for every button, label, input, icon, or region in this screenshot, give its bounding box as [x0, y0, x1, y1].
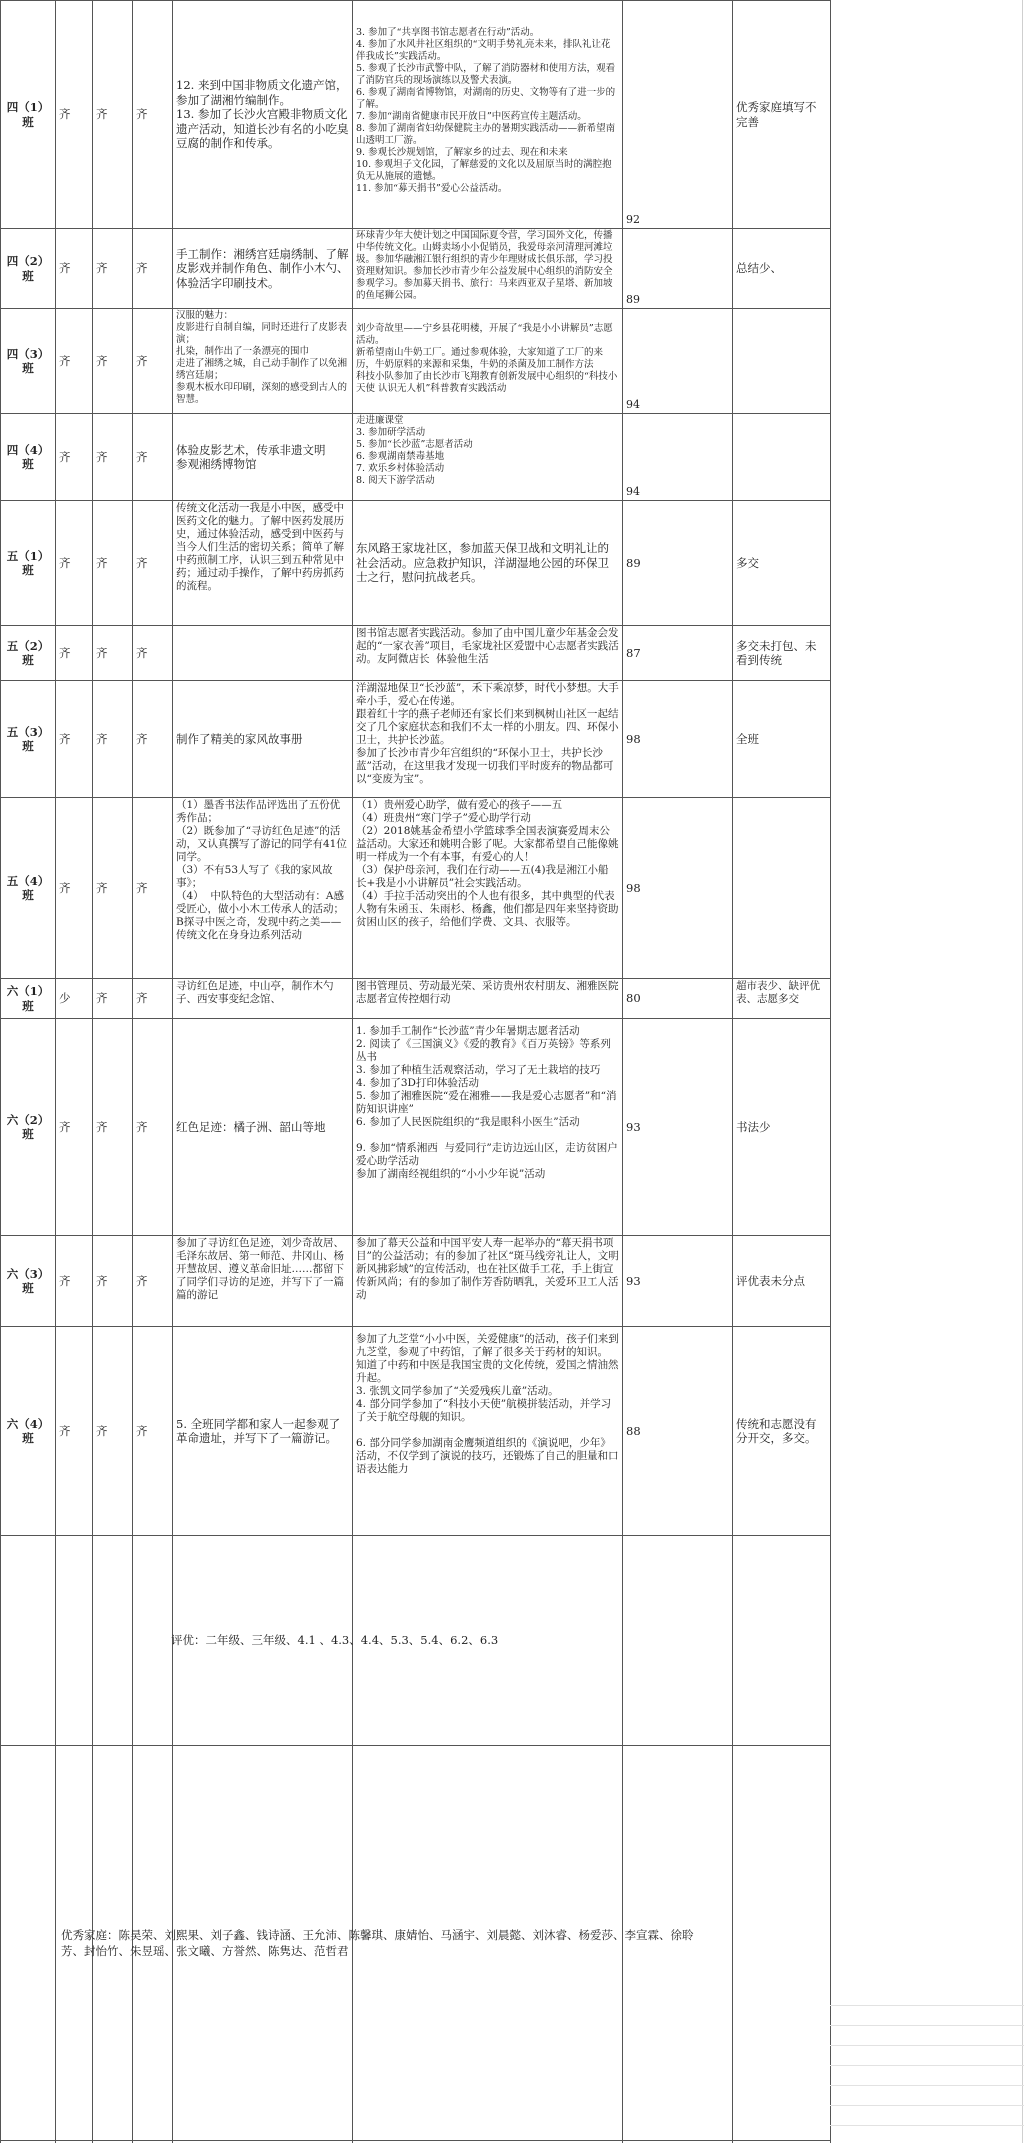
score-cell: [623, 626, 732, 680]
class-name: 五（4） 班: [6, 873, 50, 902]
item-status: 齐: [136, 107, 148, 122]
item-status: 齐: [59, 353, 71, 368]
comment-text: 传统和志愿没有分开交，多交。: [736, 1416, 817, 1445]
activity-cell: [173, 626, 352, 680]
score-text: 89: [626, 555, 641, 570]
item-status: 齐: [136, 449, 148, 464]
practice-cell: 环球青少年大使计划之中国国际夏令营，学习国外文化，传播中华传统文化。山姆卖场小小促销员，我爱母亲河清理河滩垃圾。参加华融湘江银行组织的青少年理财成长俱乐部，学习投资理财知识。参加长沙市青少年公益发展中心组织的消防安全参观学习。参加募天捐书、旅行：马来西亚双子星塔、新加坡的鱼尾狮公园。: [356, 230, 613, 301]
score-cell: 92: [626, 212, 640, 226]
score-text: 93: [626, 1273, 641, 1288]
score-text: 98: [626, 880, 641, 895]
item-status: 齐: [59, 731, 71, 746]
score-cell: [623, 1327, 732, 1535]
item-status: 齐: [59, 1273, 71, 1288]
evaluation-summary: [1, 1536, 830, 1745]
item-status: 齐: [96, 1119, 108, 1134]
class-name: 五（2） 班: [6, 638, 50, 667]
practice-cell: 图书馆志愿者实践活动。参加了由中国儿童少年基金会发起的“一家衣善”项目，毛家垅社区爱盟中心志愿者实践活动。友阿微店长 体验他生活: [356, 627, 619, 665]
activity-cell: （1）墨香书法作品评选出了五份优秀作品； （2）既参加了“寻访红色足迹”的活动，又认真撰写了游记的同学有41位同学。 （3）不有53人写了《我的家风故事》； （4） 中队特色的大型活动有：A感受匠心，做小小木工传承人的活动； B探寻中医之奇，发现中药之美——传统文化在身身边系列活动: [176, 799, 347, 941]
activity-cell: 传统文化活动一我是小中医，感受中医药文化的魅力。了解中医药发展历史，通过体验活动，感受到中医药与当今人们生活的密切关系；简单了解中药煎制工序，认识三到五种常见中药；通过动手操作，了解中药房抓药的流程。: [176, 502, 344, 592]
comment-text: 书法少: [736, 1119, 771, 1134]
score-cell: [623, 1236, 732, 1326]
practice-cell: 参加了幕天公益和中国平安人寿一起举办的“幕天捐书项目”的公益活动；有的参加了社区“斑马线旁礼让人，文明新风拂彩域”的宣传活动，也在社区做手工花，手上街宣传新风尚；有的参加了制作芳香防晒乳，关爱环卫工人活动: [356, 1237, 619, 1301]
item-status: 齐: [59, 261, 71, 276]
row-line: [0, 2140, 830, 2141]
class-name: 五（3） 班: [6, 724, 50, 753]
col-line: [1022, 0, 1023, 2143]
class-name: 四（4） 班: [6, 442, 50, 471]
item-status: 齐: [136, 353, 148, 368]
class-name: 四（2） 班: [6, 254, 50, 283]
item-status: 齐: [59, 107, 71, 122]
item-status: 齐: [136, 555, 148, 570]
activity-cell: 汉服的魅力： 皮影进行自制自编，同时还进行了皮影表演； 扎染，制作出了一条漂亮的围巾 走进了湘绣之城，自己动手制作了以免湘绣宫廷扇； 参观木板水印印刷，深刻的感受到古人的智慧。: [176, 310, 348, 405]
class-name: 四（1） 班: [6, 100, 50, 129]
item-status: 齐: [136, 880, 148, 895]
activity-cell: 参加了寻访红色足迹，刘少奇故居、毛泽东故居、第一师范、井冈山、杨开慧故居、遵义革命旧址……都留下了同学们寻访的足迹，并写下了一篇篇的游记: [176, 1237, 344, 1301]
comment-cell: [733, 309, 830, 413]
score-cell: [623, 798, 732, 978]
practice-cell: （1）贵州爱心助学，做有爱心的孩子——五 （4）班贵州“寒门学子”爱心助学行动 （2）2018姚基金希望小学篮球季全国表演赛爱周末公益活动。大家还和姚明合影了呢。大家都希望自己能像姚明一样成为一个有本事，有爱心的人！ （3）保护母亲河，我们在行动——五(4)我是湘江小船长+我是小小讲解员”社会实践活动。 （4）手拉手活动突出的个人也有很多，其中典型的代表人物有朱函玉、朱雨杉、杨鑫，他们都是四年来坚持资助贫困山区的孩子，给他们学费、文具、衣服等。: [356, 799, 619, 928]
evaluation-text: 评优：二年级、三年级、4.1 、4.3、4.4、5.3、5.4、6.2、6.3: [171, 1633, 499, 1648]
comment-cell: [733, 1236, 830, 1326]
item-status: 齐: [59, 1423, 71, 1438]
item-status: 齐: [96, 1423, 108, 1438]
item-status: 齐: [136, 1273, 148, 1288]
item-status: 齐: [96, 555, 108, 570]
activity-cell: [173, 1327, 352, 1535]
activity-cell: [173, 229, 352, 308]
practice-cell: 3. 参加了“共享图书馆志愿者在行动”活动。 4. 参加了水风井社区组织的“文明手势礼亮未来，排队礼让花伴我成长”实践活动。 5. 参观了长沙市武警中队，了解了消防器材和使用方法，观看了消防官兵的现场演练以及警犬表演。 6. 参观了湖南省博物馆，对湖南的历史、文物等有了进一步的了解。 7. 参加“湖南省健康市民开放日”中医药宣传主题活动。 8. 参加了湖南省妇幼保健院主办的暑期实践活动——新希望南山透明工厂游。 9. 参观长沙规划馆，了解家乡的过去、现在和未来 10. 参观坦子文化园，了解慈爱的文化以及屈原当时的满腔抱负无从施展的遗憾。 11. 参加“募天捐书”爱心公益活动。: [356, 27, 616, 194]
gridline: [830, 2085, 1024, 2086]
activity-text: 手工制作：湘绣宫廷扇绣制、了解皮影戏并制作角色、制作小木勺、体验活字印刷技术。: [176, 246, 349, 290]
comment-cell: [733, 501, 830, 625]
comment-cell: [733, 1327, 830, 1535]
item-status: 齐: [136, 261, 148, 276]
gridline: [830, 2105, 1024, 2106]
score-cell: [623, 1019, 732, 1235]
item-status: 齐: [59, 880, 71, 895]
comment-cell: [733, 414, 830, 500]
class-name: 六（1） 班: [6, 984, 50, 1013]
item-status: 齐: [96, 731, 108, 746]
item-status: 少: [59, 991, 71, 1006]
item-status: 齐: [136, 991, 148, 1006]
item-status: 齐: [136, 645, 148, 660]
score-cell: 94: [626, 397, 640, 411]
practice-cell: 走进廉课堂 3. 参加研学活动 5. 参加“长沙蓝”志愿者活动 6. 参观湖南禁毒基地 7. 欢乐乡村体验活动 8. 阅天下游学活动: [356, 415, 473, 486]
activity-text: 红色足迹：橘子洲、韶山等地: [176, 1119, 326, 1134]
comment-text: 全班: [736, 731, 759, 746]
gridline: [830, 2125, 1024, 2126]
comment-text: 优秀家庭填写不完善: [736, 100, 817, 129]
class-name: 六（3） 班: [6, 1266, 50, 1295]
item-status: 齐: [96, 645, 108, 660]
class-name: 六（2） 班: [6, 1112, 50, 1141]
practice-cell: [353, 501, 622, 625]
score-cell: 94: [626, 484, 640, 498]
gridline: [830, 2005, 1024, 2006]
gridline: [830, 2025, 1024, 2026]
activity-text: 制作了精美的家风故事册: [176, 731, 303, 746]
item-status: 齐: [59, 645, 71, 660]
item-status: 齐: [136, 1119, 148, 1134]
item-status: 齐: [96, 1273, 108, 1288]
item-status: 齐: [96, 991, 108, 1006]
activity-cell: 寻访红色足迹，中山亭，制作木勺子、西安事变纪念馆、: [176, 980, 334, 1005]
comment-cell: [733, 626, 830, 680]
score-cell: [623, 979, 732, 1018]
gridline: [830, 2065, 1024, 2066]
class-name: 四（3） 班: [6, 346, 50, 375]
score-text: 87: [626, 645, 641, 660]
practice-text: 东风路王家垅社区，参加蓝天保卫战和文明礼让的社会活动。应急救护知识，洋湖湿地公园的环保卫士之行，慰问抗战老兵。: [356, 541, 609, 585]
practice-cell: 洋湖湿地保卫“长沙蓝”，禾下乘凉梦，时代小梦想。大手牵小手，爱心在传递。 跟着红十字的燕子老师还有家长们来到枫树山社区一起结交了几个家庭状态和我们不太一样的小朋友。四、环保小卫士，共护长沙蓝。 参加了长沙市青少年宫组织的“环保小卫士，共护长沙蓝”活动，在这里我才发现一切我们平时废弃的物品都可以“变废为宝”。: [356, 682, 619, 785]
item-status: 齐: [96, 449, 108, 464]
comment-cell: [733, 681, 830, 797]
item-status: 齐: [59, 449, 71, 464]
score-text: 80: [626, 991, 641, 1006]
activity-cell: [173, 1, 352, 228]
score-text: 98: [626, 731, 641, 746]
class-name: 五（1） 班: [6, 548, 50, 577]
score-cell: [623, 681, 732, 797]
practice-cell: 参加了九芝堂“小小中医，关爱健康”的活动，孩子们来到九芝堂，参观了中药馆，了解了很多关于药材的知识。 知道了中药和中医是我国宝贵的文化传统，爱国之情油然升起。 3. 张凯文同学参加了“关爱残疾儿童”活动。 4. 部分同学参加了“科技小天使”航模拼装活动，并学习了关于航空母舰的知识。 6. 部分同学参加湖南金鹰频道组织的《演说吧，少年》活动，不仅学到了演说的技巧，还锻炼了自己的胆量和口语表达能力: [356, 1333, 619, 1475]
activity-cell: [173, 681, 352, 797]
activity-text: 12. 来到中国非物质文化遗产馆，参加了湖湘竹编制作。 13. 参加了长沙火宫殿非物质文化遗产活动，知道长沙有名的小吃臭豆腐的制作和传承。: [176, 78, 349, 151]
item-status: 齐: [96, 107, 108, 122]
comment-text: 多交: [736, 555, 759, 570]
item-status: 齐: [136, 1423, 148, 1438]
comment-cell: [733, 1019, 830, 1235]
comment-text: 多交未打包、未看到传统: [736, 638, 817, 667]
comment-text: 总结少、: [736, 261, 782, 276]
activity-cell: [173, 414, 352, 500]
score-text: 88: [626, 1423, 641, 1438]
col-line: [830, 0, 831, 2143]
comment-text: 评优表未分点: [736, 1273, 805, 1288]
item-status: 齐: [59, 555, 71, 570]
class-name: 六（4） 班: [6, 1416, 50, 1445]
item-status: 齐: [96, 261, 108, 276]
activity-text: 5. 全班同学都和家人一起参观了革命遗址，并写下了一篇游记。: [176, 1416, 341, 1445]
score-cell: [623, 501, 732, 625]
practice-cell: 刘少奇故里——宁乡县花明楼，开展了“我是小小讲解员”志愿活动。 新希望南山牛奶工厂。通过参观体验，大家知道了工厂的来历，牛奶原料的来源和采集，牛奶的杀菌及加工制作方法 科技小队参加了由长沙市飞翔教育创新发展中心组织的“科技小天使 认识无人机”科普教育实践活动: [356, 323, 618, 394]
score-text: 93: [626, 1119, 641, 1134]
families-text: 优秀家庭：陈昊荣、刘熙果、刘子鑫、钱诗涵、王允沛、陈馨琪、康婧怡、马涵宇、刘晨懿、刘沐睿、杨爱莎、李宣霖、徐聆芳、封怡竹、朱昱瑶、张文曦、方誉然、陈隽达、范哲君: [61, 1928, 694, 1958]
comment-cell: [733, 1, 830, 228]
practice-cell: 1. 参加手工制作“长沙蓝”青少年暑期志愿者活动 2. 阅读了《三国演义》《爱的教育》《百万英镑》等系列丛书 3. 参加了种植生活观察活动，学习了无土栽培的技巧 4. 参加了3D打印体验活动 5. 参加了湘雅医院“爱在湘雅——我是爱心志愿者”和“消防知识讲座” 6. 参加了人民医院组织的“我是眼科小医生”活动 9. 参加“情系湘西 与爱同行”走访边远山区，走访贫困户爱心助学活动 参加了湖南经视组织的“小小少年说”活动: [356, 1025, 618, 1180]
practice-cell: 图书管理员、劳动最光荣、采访贵州农村朋友、湘雅医院志愿者宣传控烟行动: [356, 980, 619, 1005]
gridline: [830, 2045, 1024, 2046]
item-status: 齐: [96, 880, 108, 895]
item-status: 齐: [96, 353, 108, 368]
excellent-families: [1, 1746, 830, 2140]
item-status: 齐: [136, 731, 148, 746]
comment-cell: [733, 229, 830, 308]
activity-cell: [173, 1019, 352, 1235]
activity-text: 体验皮影艺术，传承非遗文明 参观湘绣博物馆: [176, 442, 326, 471]
score-cell: 89: [626, 292, 640, 306]
comment-cell: [733, 798, 830, 978]
comment-cell: 超市表少、缺评优表、志愿多交: [736, 980, 820, 1005]
item-status: 齐: [59, 1119, 71, 1134]
